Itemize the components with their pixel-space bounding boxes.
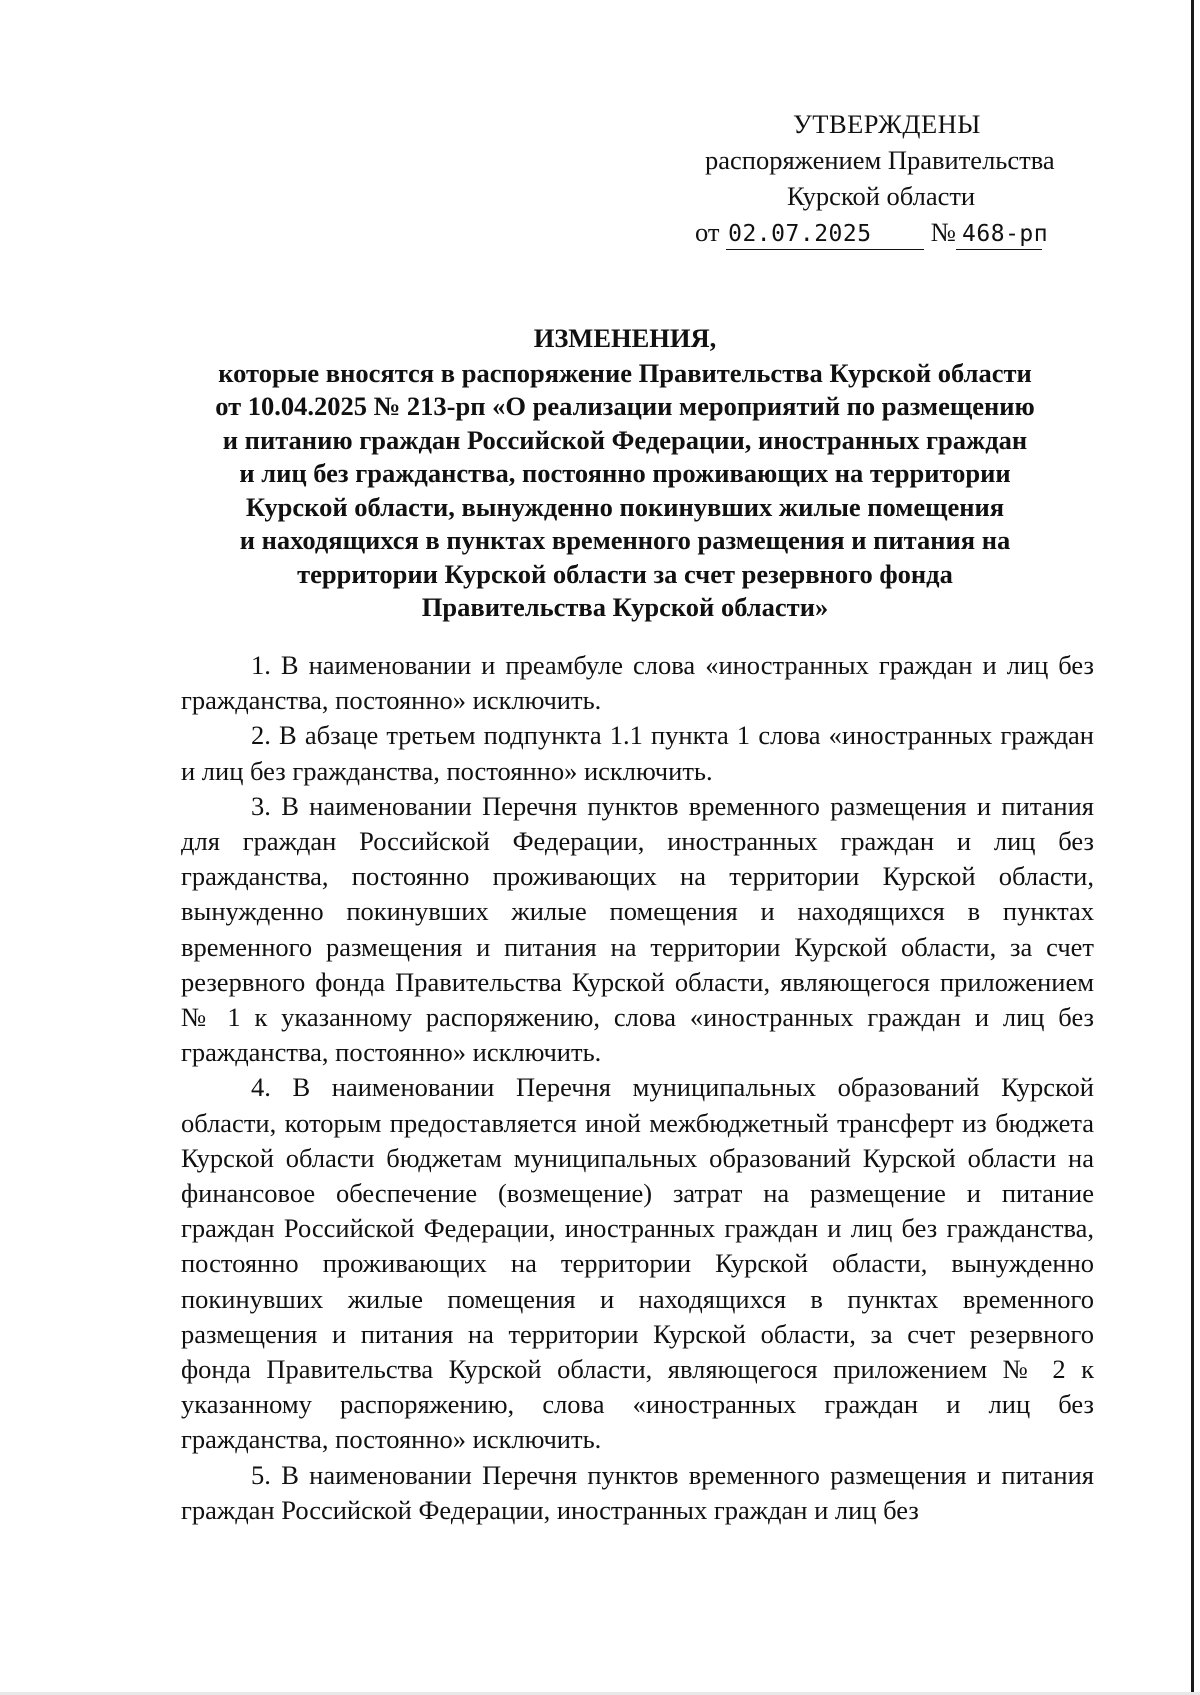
paragraph-2: 2. В абзаце третьем подпункта 1.1 пункта 1 слова «иностранных граждан и лиц без гражданства, постоянно» исключить. [181, 720, 1094, 786]
paragraph-5: 5. В наименовании Перечня пунктов временного размещения и питания граждан Российской Федерации, иностранных граждан и лиц без [181, 1459, 1094, 1525]
heading-line: которые вносятся в распоряжение Правительства Курской области [218, 357, 1032, 388]
heading-title: ИЗМЕНЕНИЯ, [533, 323, 717, 353]
heading-line: и находящихся в пунктах временного размещения и питания на [239, 525, 1011, 555]
approval-issuer: распоряжением Правительства [705, 145, 1055, 175]
paragraph-4: 4. В наименовании Перечня муниципальных образований Курской области, которым предоставляется иной межбюджетный трансферт из бюджета Курской области бюджетам муниципальных образований Курской области на финансовое обеспечение (возмещение) затрат на размещение и питание граждан Российской Федерации, иностранных граждан и лиц без гражданства, постоянно проживающих на территории Курской области, вынужденно покинувших жилые помещения и находящихся в пунктах временного размещения и питания на территории Курской области, за счет резервного фонда Правительства Курской области, являющегося приложением № 2 к указанному распоряжению, слова «иностранных граждан и лиц без гражданства, постоянно» исключить. [181, 1072, 1094, 1455]
paragraph-1: 1. В наименовании и преамбуле слова «иностранных граждан и лиц без гражданства, постоянно» исключить. [181, 650, 1094, 716]
heading-line: и питанию граждан Российской Федерации, иностранных граждан [222, 424, 1028, 455]
approval-title: УТВЕРЖДЕНЫ [793, 109, 981, 139]
number-prefix: № [930, 217, 957, 247]
date-prefix: от [695, 217, 720, 247]
date-field [726, 217, 924, 250]
heading-line: Правительства Курской области» [421, 592, 829, 622]
heading-line: от 10.04.2025 № 213-рп «О реализации мероприятий по размещению [215, 391, 1035, 421]
scan-edge-right [1191, 0, 1194, 1695]
date-value: 02.07.2025 [728, 221, 872, 247]
heading-line: и лиц без гражданства, постоянно проживающих на территории [239, 458, 1011, 488]
heading-line: Курской области, вынужденно покинувших жилые помещения [245, 491, 1005, 522]
heading-line: территории Курской области за счет резервного фонда [297, 558, 953, 589]
number-field [956, 217, 1049, 250]
document-heading [180, 322, 1070, 625]
document-body [181, 648, 1094, 1528]
approval-region: Курской области [787, 181, 976, 211]
approval-block [690, 106, 1110, 250]
paragraph-3: 3. В наименовании Перечня пунктов временного размещения и питания для граждан Российской Федерации, иностранных граждан и лиц без гражданства, постоянно проживающих на территории Курской области, вынужденно покинувших жилые помещения и находящихся в пунктах временного размещения и питания на территории Курской области, за счет резервного фонда Правительства Курской области, являющегося приложением № 1 к указанному распоряжению, слова «иностранных граждан и лиц без гражданства, постоянно» исключить. [181, 790, 1094, 1068]
approval-date-line [690, 214, 1110, 250]
number-value: 468-рп [962, 221, 1049, 247]
